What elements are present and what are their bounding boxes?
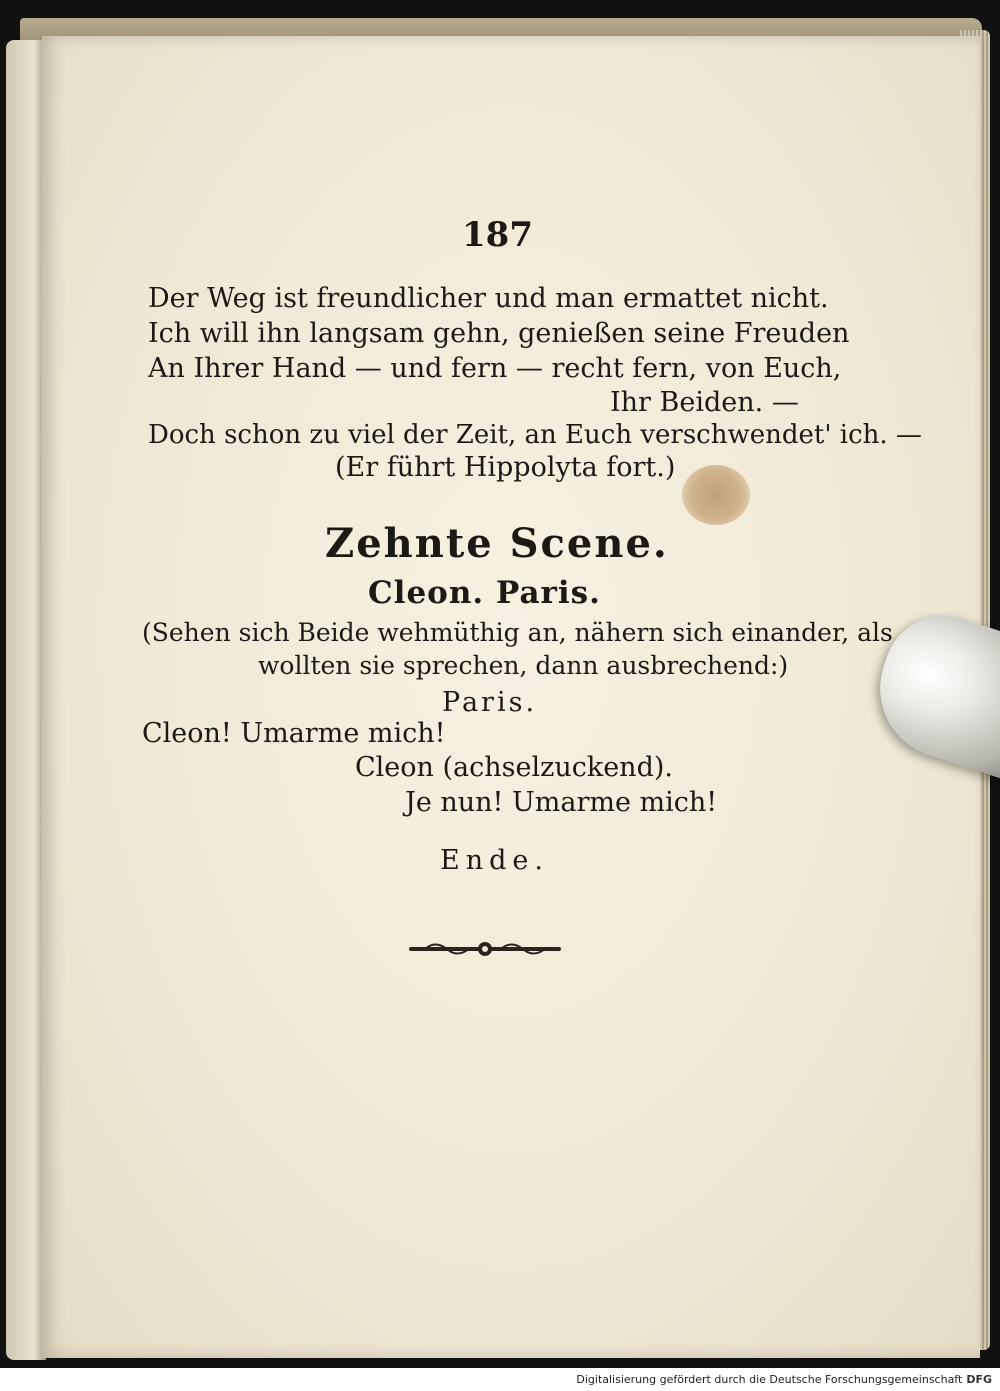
verse-line-5: Doch schon zu viel der Zeit, an Euch verschwendet' ich. —	[148, 420, 922, 450]
scene-title: Zehnte Scene.	[325, 520, 669, 567]
speaker-paris: Paris.	[442, 687, 538, 718]
stage-direction-exit: (Er führt Hippolyta fort.)	[335, 452, 676, 483]
digitization-footer	[0, 1368, 1000, 1391]
end-mark: Ende.	[440, 845, 549, 876]
paper-stain	[682, 465, 750, 525]
verse-line-1: Der Weg ist freundlicher und man ermattet nicht.	[148, 283, 829, 314]
dfg-logo: DFG	[966, 1373, 992, 1386]
verse-line-2: Ich will ihn langsam gehn, genießen seine Freuden	[148, 318, 850, 349]
page-number: 187	[462, 215, 533, 255]
stage-direction-line-2: wollten sie sprechen, dann ausbrechend:)	[258, 651, 789, 680]
scene-characters: Cleon. Paris.	[368, 575, 601, 611]
book-left-edge	[6, 40, 46, 1360]
speech-paris: Cleon! Umarme mich!	[142, 718, 446, 749]
verse-line-4: Ihr Beiden. —	[610, 387, 799, 418]
speech-cleon: Je nun! Umarme mich!	[405, 787, 718, 818]
verse-line-3: An Ihrer Hand — und fern — recht fern, von Euch,	[148, 353, 842, 384]
stage-direction-line-1: (Sehen sich Beide wehmüthig an, nähern sich einander, als	[142, 618, 893, 647]
ornament-divider	[405, 938, 565, 960]
footer-text: Digitalisierung gefördert durch die Deutsche Forschungsgemeinschaft	[576, 1373, 963, 1386]
speaker-cleon: Cleon (achselzuckend).	[355, 752, 673, 783]
